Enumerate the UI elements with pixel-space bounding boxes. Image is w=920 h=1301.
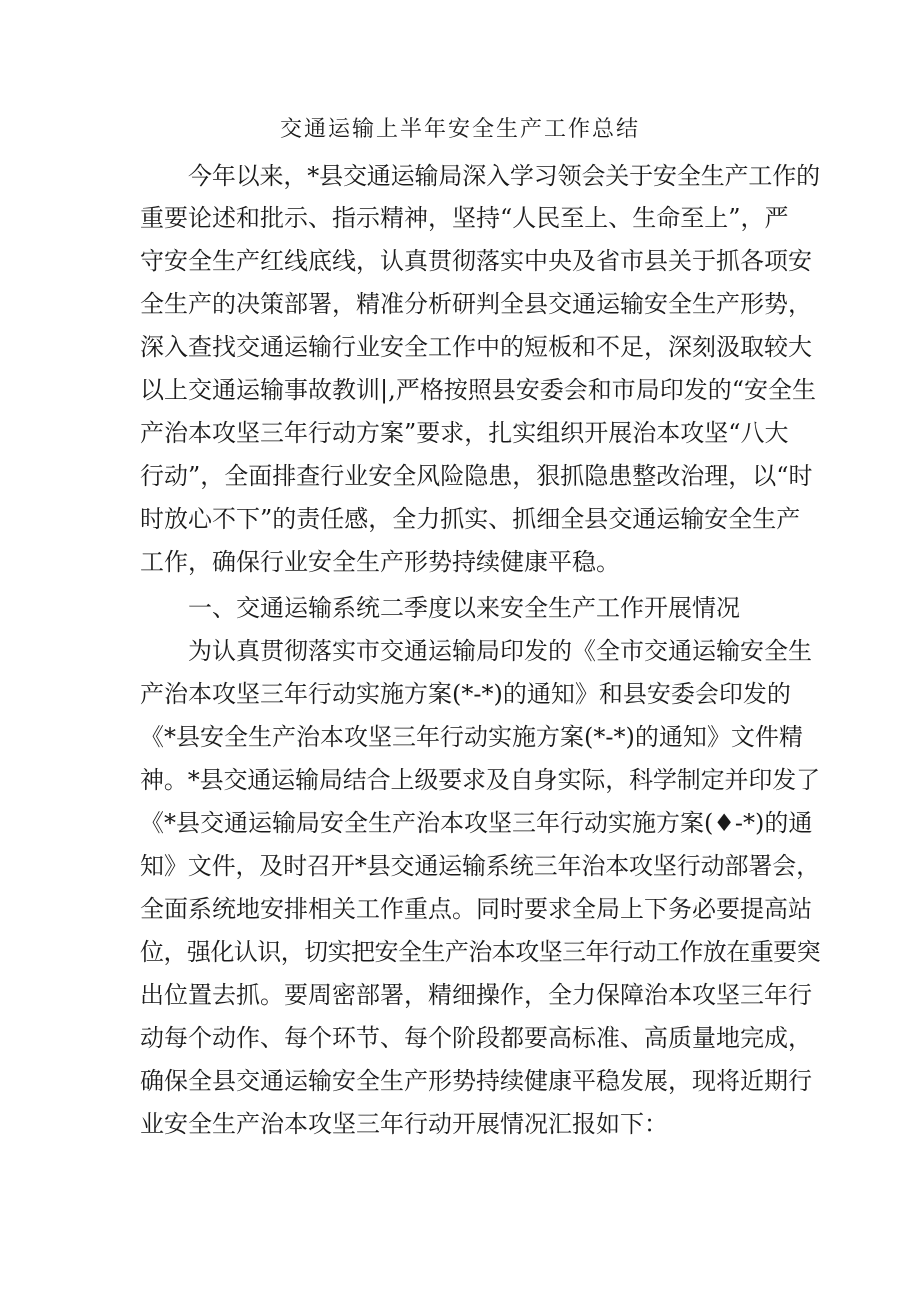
paragraph-1-line: 深入查找交通运输行业安全工作中的短板和不足，深刻汲取较大: [140, 333, 812, 361]
paragraph-1-line: 重要论述和批示、指示精神，坚持“人民至上、生命至上”，严: [140, 204, 789, 232]
paragraph-1-line: 时放心不下”的责任感，全力抓实、抓细全县交通运输安全生产: [140, 505, 801, 533]
document-title: 交通运输上半年安全生产工作总结: [279, 117, 640, 142]
paragraph-2-line: 产治本攻坚三年行动实施方案(*-*)的通知》和县安委会印发的: [140, 680, 791, 708]
paragraph-2-line: 动每个动作、每个环节、每个阶段都要高标准、高质量地完成，: [140, 1024, 812, 1052]
paragraph-2-line: 确保全县交通运输安全生产形势持续健康平稳发展，现将近期行: [140, 1067, 812, 1095]
paragraph-1-line: 全生产的决策部署，精准分析研判全县交通运输安全生产形势，: [140, 290, 812, 318]
paragraph-2-line: 为认真贯彻落实市交通运输局印发的《全市交通运输安全生: [188, 637, 812, 665]
paragraph-2-line: 《*县交通运输局安全生产治本攻坚三年行动实施方案(♦-*)的通: [140, 809, 813, 837]
paragraph-2-line: 《*县安全生产治本攻坚三年行动实施方案(*-*)的通知》文件精: [140, 723, 803, 751]
paragraph-1-line: 守安全生产红线底线，认真贯彻落实中央及省市县关于抓各项安: [140, 247, 812, 275]
paragraph-2-line: 神。*县交通运输局结合上级要求及自身实际，科学制定并印发了: [140, 766, 820, 794]
paragraph-1-line: 行动”，全面排查行业安全风险隐患，狠抓隐患整改治理，以“时: [140, 462, 813, 490]
paragraph-2-line: 业安全生产治本攻坚三年行动开展情况汇报如下：: [140, 1110, 668, 1138]
section-heading: 一、交通运输系统二季度以来安全生产工作开展情况: [188, 594, 740, 622]
paragraph-2-line: 出位置去抓。要周密部署，精细操作，全力保障治本攻坚三年行: [140, 981, 812, 1009]
paragraph-1-line: 以上交通运输事故教训|,严格按照县安委会和市局印发的“安全生: [140, 376, 816, 404]
paragraph-2-line: 知》文件，及时召开*县交通运输系统三年治本攻坚行动部署会，: [140, 852, 820, 880]
paragraph-1-line: 工作，确保行业安全生产形势持续健康平稳。: [140, 548, 620, 576]
paragraph-1-line: 产治本攻坚三年行动方案”要求，扎实组织开展治本攻坚“八大: [140, 419, 789, 447]
paragraph-2-line: 全面系统地安排相关工作重点。同时要求全局上下务必要提高站: [140, 895, 812, 923]
paragraph-1-line: 今年以来，*县交通运输局深入学习领会关于安全生产工作的: [188, 162, 820, 190]
paragraph-2-line: 位，强化认识，切实把安全生产治本攻坚三年行动工作放在重要突: [140, 938, 821, 966]
